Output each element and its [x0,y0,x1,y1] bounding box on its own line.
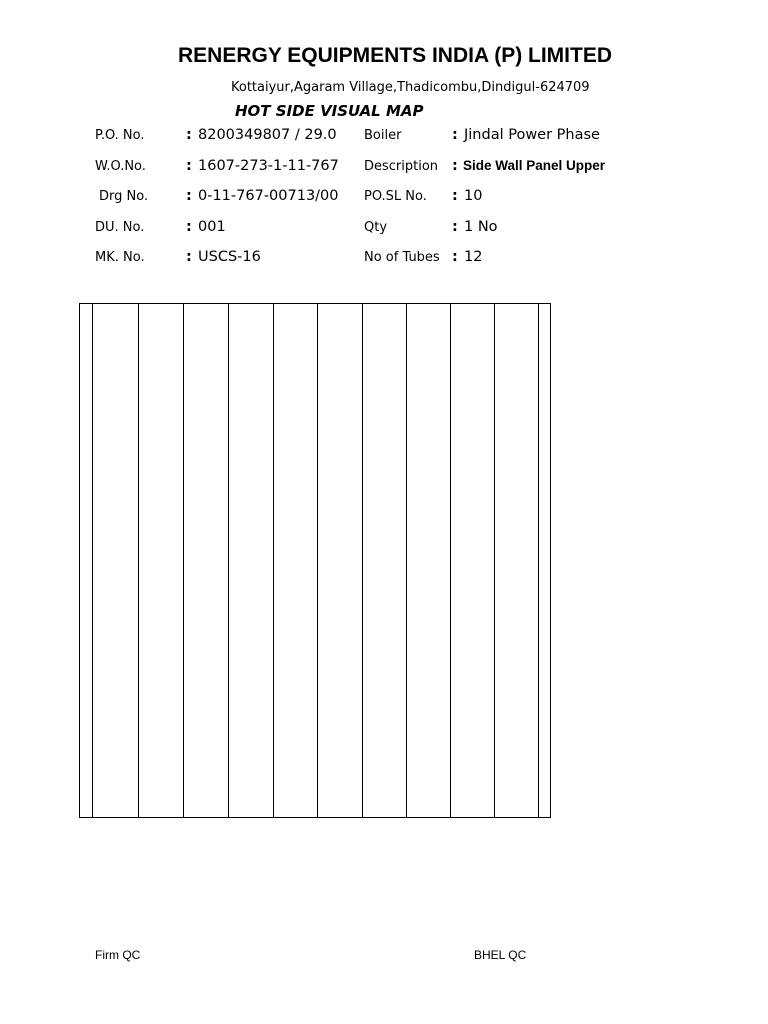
po-no-value: 8200349807 / 29.0 [198,127,337,143]
tube-divider [538,304,539,817]
tube-map-grid [79,303,551,818]
tube-divider [450,304,451,817]
drg-no-value: 0-11-767-00713/00 [198,188,339,204]
wo-no-value: 1607-273-1-11-767 [198,158,339,174]
mk-no-colon: : [186,249,192,265]
qty-label: Qty [364,220,388,235]
description-label: Description [364,159,439,174]
no-of-tubes-label: No of Tubes [364,250,440,265]
boiler-value: Jindal Power Phase [464,127,600,143]
du-no-colon: : [186,219,192,235]
po-sl-no-colon: : [452,188,458,204]
qty-value: 1 No [464,219,498,235]
boiler-colon: : [452,127,458,143]
company-name: RENERGY EQUIPMENTS INDIA (P) LIMITED [177,44,613,67]
tube-divider [273,304,274,817]
tube-divider [228,304,229,817]
po-no-colon: : [186,127,192,143]
po-no-label: P.O. No. [95,128,145,143]
tube-divider [362,304,363,817]
tube-divider [406,304,407,817]
mk-no-label: MK. No. [95,250,145,265]
drg-no-label: Drg No. [99,189,149,204]
boiler-label: Boiler [364,128,402,143]
tube-divider [317,304,318,817]
qty-colon: : [452,219,458,235]
description-colon: : [452,158,458,174]
tube-divider [92,304,93,817]
du-no-label: DU. No. [95,220,145,235]
po-sl-no-label: PO.SL No. [364,189,427,204]
po-sl-no-value: 10 [464,188,483,204]
mk-no-value: USCS-16 [198,249,261,265]
description-value: Side Wall Panel Upper [463,158,606,173]
wo-no-colon: : [186,158,192,174]
du-no-value: 001 [198,219,226,235]
bhel-qc-signature: BHEL QC [474,948,527,962]
firm-qc-signature: Firm QC [95,948,141,962]
company-address: Kottaiyur,Agaram Village,Thadicombu,Dindigul-624709 [231,80,590,95]
no-of-tubes-value: 12 [464,249,483,265]
tube-divider [494,304,495,817]
drg-no-colon: : [186,188,192,204]
tube-divider [183,304,184,817]
no-of-tubes-colon: : [452,249,458,265]
wo-no-label: W.O.No. [95,159,146,174]
document-title: HOT SIDE VISUAL MAP [235,102,424,120]
tube-divider [138,304,139,817]
